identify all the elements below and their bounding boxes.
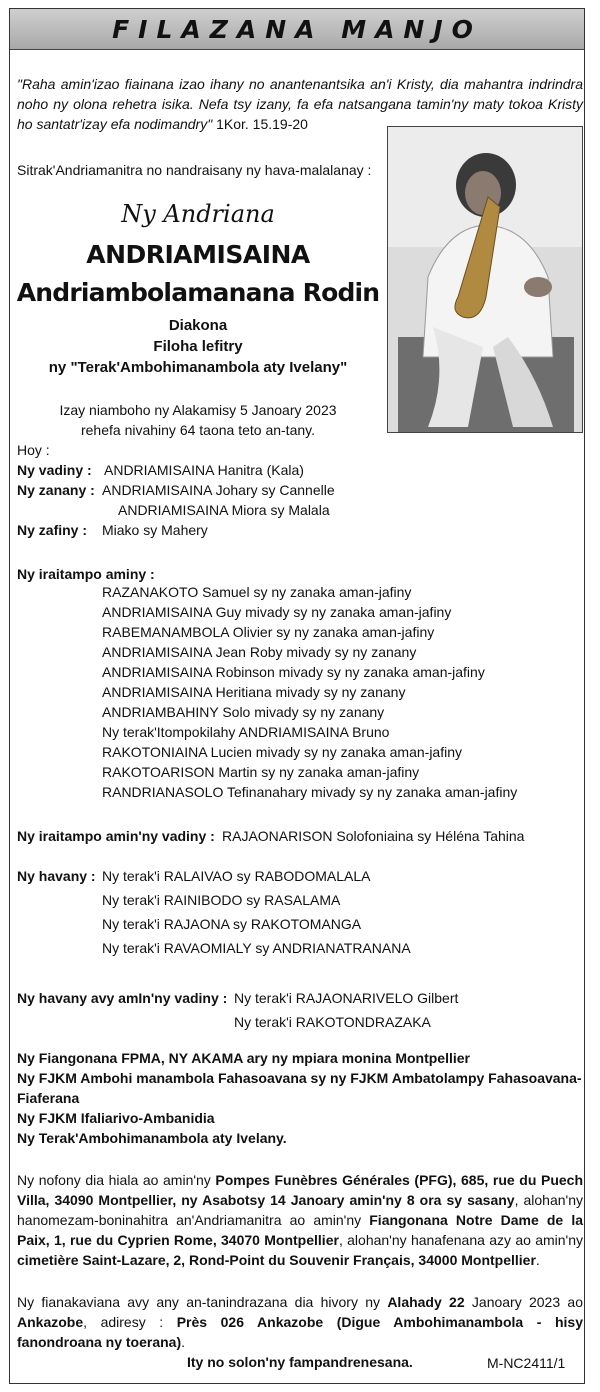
- list-item: ANDRIAMBAHINY Solo mivady sy ny zanany: [102, 704, 385, 720]
- gathering-text: Ny fianakaviana avy any an-tanindrazana dia hivory ny: [17, 1294, 388, 1310]
- grandchildren-label: Ny zafiny :: [17, 522, 88, 538]
- ceremony-text: , alohan'ny hanafenana azy ao amin'ny: [338, 1232, 583, 1248]
- cemetery-address: cimetière Saint-Lazare, 2, Rond-Point du Souvenir Français, 34000 Montpellier: [17, 1252, 536, 1268]
- siblings-list: [102, 582, 517, 802]
- closing-line: Ity no solon'ny fampandrenesana.: [187, 1354, 413, 1370]
- saxophone-player-image: [388, 127, 583, 433]
- death-age: rehefa nivahiny 64 taona teto an-tany.: [80, 422, 315, 438]
- grandchildren-value: Miako sy Mahery: [102, 522, 208, 538]
- list-item: RABEMANAMBOLA Olivier sy ny zanaka aman-jafiny: [102, 624, 435, 640]
- list-item: Ny terak'i RAJAONARIVELO Gilbert: [234, 990, 459, 1006]
- funeral-home-address: Pompes Funèbres Générales (PFG), 685, rue du Puech Villa, 34090 Montpellier, ny Asabotsy 14 Janoary amin'ny 8 ora sy sasany: [17, 1172, 583, 1208]
- churches-list: [17, 1048, 582, 1148]
- spouse-siblings-label: Ny iraitampo amin'ny vadiny :: [17, 828, 215, 844]
- spouse-relatives-label: Ny havany avy amIn'ny vadiny :: [17, 990, 228, 1006]
- list-item: Ny terak'i RAKOTONDRAZAKA: [234, 1014, 431, 1030]
- deceased-title-1: Diakona: [168, 317, 228, 334]
- quote-reference: 1Kor. 15.19-20: [216, 116, 308, 132]
- list-item: ANDRIAMISAINA Jean Roby mivady sy ny zanany: [102, 644, 417, 660]
- quote-text: "Raha amin'izao fiainana izao ihany no anantenantsika an'i Kristy, dia mahantra indrindra noho ny olona rehetra isika. Nefa tsy izany, fa efa natsangana tamin'ny maty tokoa Kristy ho santatr'izay efa nodimandry": [17, 76, 583, 132]
- list-item: RANDRIANASOLO Tefinanahary mivady sy ny zanaka aman-jafiny: [102, 784, 518, 800]
- gathering-text: .: [181, 1334, 186, 1350]
- church-address: Fiangonana Notre Dame de la Paix, 1, rue du Cyprien Rome, 34070 Montpellier: [17, 1212, 583, 1248]
- greeting: Sitrak'Andriamanitra no nandraisany ny hava-malalanay :: [17, 162, 372, 178]
- ceremony-text: Ny nofony dia hiala ao amin'ny: [17, 1172, 216, 1188]
- ceremony-text: , alohan'ny hanomezam-boninahitra an'Andriamanitra ao amin'ny: [17, 1192, 583, 1228]
- ceremony-paragraph: [17, 1170, 583, 1270]
- deceased-given-name: Andriambolamanana Rodin: [16, 278, 380, 307]
- children-value-1: ANDRIAMISAINA Johary sy Cannelle: [102, 482, 335, 498]
- list-item: Ny terak'i RAVAOMIALY sy ANDRIANATRANANA: [102, 940, 411, 956]
- gathering-text: Janoary 2023 ao: [464, 1294, 583, 1310]
- siblings-label: Ny iraitampo aminy :: [17, 566, 155, 582]
- list-item: Ny Fiangonana FPMA, NY AKAMA ary ny mpiara monina Montpellier: [17, 1050, 470, 1066]
- list-item: RAKOTONIAINA Lucien mivady sy ny zanaka aman-jafiny: [102, 744, 463, 760]
- hoy-label: Hoy :: [17, 442, 50, 458]
- deceased-title-3: ny "Terak'Ambohimanambola aty Ivelany": [48, 359, 348, 376]
- deceased-surname: ANDRIAMISAINA: [86, 240, 310, 269]
- list-item: RAZANAKOTO Samuel sy ny zanaka aman-jafiny: [102, 584, 412, 600]
- list-item: Ny terak'i RALAIVAO sy RABODOMALALA: [102, 868, 371, 884]
- honorific: Ny Andriana: [121, 200, 275, 228]
- list-item: ANDRIAMISAINA Heritiana mivady sy ny zanany: [102, 684, 406, 700]
- death-date: Izay niamboho ny Alakamisy 5 Janoary 2023: [59, 402, 337, 418]
- list-item: Fiaferana: [17, 1090, 80, 1106]
- list-item: RAKOTOARISON Martin sy ny zanaka aman-jafiny: [102, 764, 420, 780]
- spouse-value: ANDRIAMISAINA Hanitra (Kala): [104, 462, 304, 478]
- family-gathering-paragraph: [17, 1292, 583, 1352]
- list-item: ANDRIAMISAINA Guy mivady sy ny zanaka aman-jafiny: [102, 604, 452, 620]
- list-item: ANDRIAMISAINA Robinson mivady sy ny zanaka aman-jafiny: [102, 664, 485, 680]
- list-item: Ny FJKM Ambohi manambola Fahasoavana sy ny FJKM Ambatolampy Fahasoavana-: [17, 1070, 582, 1086]
- deceased-photo: [387, 126, 583, 433]
- list-item: Ny terak'i RAINIBODO sy RASALAMA: [102, 892, 341, 908]
- gathering-text: , adiresy :: [83, 1314, 177, 1330]
- gathering-date: Alahady 22: [387, 1294, 465, 1310]
- bible-quote: [17, 74, 583, 134]
- children-label: Ny zanany :: [17, 482, 95, 498]
- gathering-place: Ankazobe: [17, 1314, 84, 1330]
- list-item: Ny terak'Itompokilahy ANDRIAMISAINA Bruno: [102, 724, 390, 740]
- ceremony-text: .: [535, 1252, 540, 1268]
- spouse-siblings-value: RAJAONARISON Solofoniaina sy Héléna Tahina: [222, 828, 525, 844]
- list-item: Ny Terak'Ambohimanambola aty Ivelany.: [17, 1130, 287, 1146]
- reference-code: M-NC2411/1: [487, 1355, 566, 1371]
- list-item: Ny terak'i RAJAONA sy RAKOTOMANGA: [102, 916, 362, 932]
- list-item: Ny FJKM Ifaliarivo-Ambanidia: [17, 1110, 215, 1126]
- children-value-2: ANDRIAMISAINA Miora sy Malala: [118, 502, 330, 518]
- spouse-label: Ny vadiny :: [17, 462, 92, 478]
- relatives-label: Ny havany :: [17, 868, 96, 884]
- announcement-header: FILAZANA MANJO: [10, 9, 584, 50]
- gathering-address: Près 026 Ankazobe (Digue Ambohimanambola - hisy fanondroana ny toerana): [17, 1314, 583, 1350]
- deceased-title-2: Filoha lefitry: [153, 338, 243, 355]
